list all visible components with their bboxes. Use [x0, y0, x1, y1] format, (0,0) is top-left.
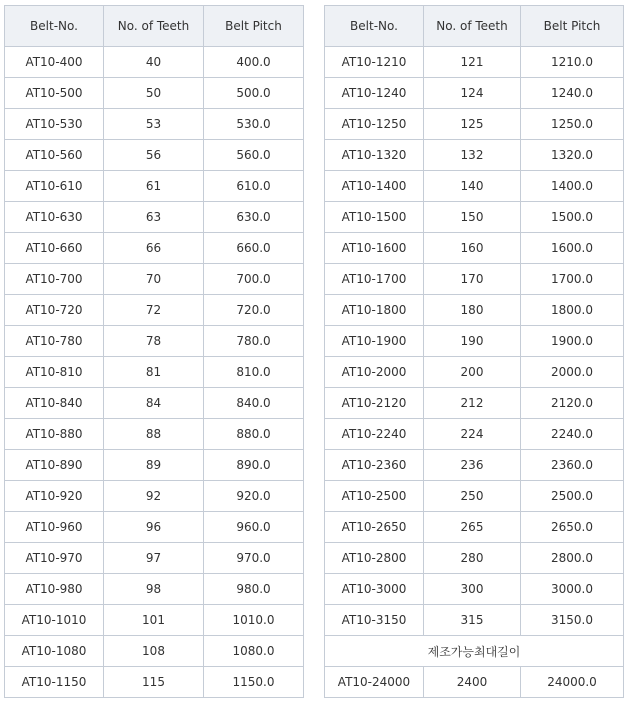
cell-belt-pitch: 1150.0 [204, 667, 304, 698]
table-row [325, 357, 624, 388]
cell-belt-no: AT10-1320 [325, 140, 424, 171]
table-row [325, 388, 624, 419]
header-no-of-teeth: No. of Teeth [104, 6, 204, 47]
cell-belt-no: AT10-2650 [325, 512, 424, 543]
cell-no-of-teeth: 140 [424, 171, 521, 202]
table-row [5, 667, 304, 698]
cell-no-of-teeth: 81 [104, 357, 204, 388]
table-row [325, 326, 624, 357]
table-row [325, 140, 624, 171]
cell-no-of-teeth: 224 [424, 419, 521, 450]
cell-no-of-teeth: 160 [424, 233, 521, 264]
cell-belt-pitch: 3000.0 [521, 574, 624, 605]
cell-no-of-teeth: 212 [424, 388, 521, 419]
table-row [325, 543, 624, 574]
cell-belt-pitch: 610.0 [204, 171, 304, 202]
cell-belt-no: AT10-840 [5, 388, 104, 419]
cell-no-of-teeth: 70 [104, 264, 204, 295]
cell-belt-no: AT10-500 [5, 78, 104, 109]
cell-belt-pitch: 1250.0 [521, 109, 624, 140]
table-row [325, 419, 624, 450]
cell-belt-pitch: 24000.0 [521, 667, 624, 698]
cell-belt-pitch: 2120.0 [521, 388, 624, 419]
table-row [325, 481, 624, 512]
cell-belt-pitch: 1240.0 [521, 78, 624, 109]
cell-no-of-teeth: 170 [424, 264, 521, 295]
cell-no-of-teeth: 97 [104, 543, 204, 574]
cell-no-of-teeth: 108 [104, 636, 204, 667]
cell-belt-pitch: 630.0 [204, 202, 304, 233]
cell-no-of-teeth: 84 [104, 388, 204, 419]
cell-belt-no: AT10-1080 [5, 636, 104, 667]
table-row [5, 109, 304, 140]
cell-belt-no: AT10-3000 [325, 574, 424, 605]
cell-no-of-teeth: 78 [104, 326, 204, 357]
cell-no-of-teeth: 315 [424, 605, 521, 636]
cell-no-of-teeth: 200 [424, 357, 521, 388]
cell-belt-pitch: 980.0 [204, 574, 304, 605]
cell-belt-no: AT10-560 [5, 140, 104, 171]
cell-no-of-teeth: 89 [104, 450, 204, 481]
cell-belt-no: AT10-530 [5, 109, 104, 140]
cell-no-of-teeth: 124 [424, 78, 521, 109]
cell-belt-no: AT10-3150 [325, 605, 424, 636]
cell-belt-no: AT10-980 [5, 574, 104, 605]
cell-belt-pitch: 2240.0 [521, 419, 624, 450]
cell-no-of-teeth: 66 [104, 233, 204, 264]
table-row [325, 667, 624, 698]
cell-no-of-teeth: 190 [424, 326, 521, 357]
cell-belt-pitch: 1010.0 [204, 605, 304, 636]
cell-belt-pitch: 890.0 [204, 450, 304, 481]
cell-belt-no: AT10-1500 [325, 202, 424, 233]
table-row [5, 326, 304, 357]
table-header-row [325, 6, 624, 47]
cell-belt-pitch: 2650.0 [521, 512, 624, 543]
table-row [5, 264, 304, 295]
max-length-note-row [325, 636, 624, 667]
cell-no-of-teeth: 115 [104, 667, 204, 698]
table-row [5, 512, 304, 543]
table-row [5, 605, 304, 636]
cell-belt-pitch: 720.0 [204, 295, 304, 326]
cell-belt-pitch: 1320.0 [521, 140, 624, 171]
cell-belt-no: AT10-2500 [325, 481, 424, 512]
cell-no-of-teeth: 98 [104, 574, 204, 605]
cell-belt-pitch: 1800.0 [521, 295, 624, 326]
table-row [325, 264, 624, 295]
cell-no-of-teeth: 121 [424, 47, 521, 78]
cell-belt-pitch: 2360.0 [521, 450, 624, 481]
cell-belt-no: AT10-970 [5, 543, 104, 574]
cell-belt-pitch: 1700.0 [521, 264, 624, 295]
cell-no-of-teeth: 265 [424, 512, 521, 543]
cell-belt-no: AT10-700 [5, 264, 104, 295]
cell-belt-pitch: 560.0 [204, 140, 304, 171]
table-row [5, 388, 304, 419]
cell-belt-pitch: 2000.0 [521, 357, 624, 388]
table-row [325, 171, 624, 202]
cell-belt-pitch: 500.0 [204, 78, 304, 109]
cell-no-of-teeth: 101 [104, 605, 204, 636]
header-belt-no: Belt-No. [5, 6, 104, 47]
cell-belt-pitch: 780.0 [204, 326, 304, 357]
cell-belt-no: AT10-1600 [325, 233, 424, 264]
table-row [325, 78, 624, 109]
table-row [5, 78, 304, 109]
cell-belt-no: AT10-24000 [325, 667, 424, 698]
table-row [325, 47, 624, 78]
cell-belt-pitch: 1900.0 [521, 326, 624, 357]
cell-belt-no: AT10-1900 [325, 326, 424, 357]
table-row [5, 357, 304, 388]
cell-belt-no: AT10-2360 [325, 450, 424, 481]
cell-belt-pitch: 530.0 [204, 109, 304, 140]
table-row [325, 512, 624, 543]
cell-belt-no: AT10-2120 [325, 388, 424, 419]
cell-belt-pitch: 2500.0 [521, 481, 624, 512]
cell-no-of-teeth: 180 [424, 295, 521, 326]
cell-no-of-teeth: 280 [424, 543, 521, 574]
table-row [325, 109, 624, 140]
cell-no-of-teeth: 56 [104, 140, 204, 171]
cell-belt-no: AT10-400 [5, 47, 104, 78]
cell-belt-no: AT10-610 [5, 171, 104, 202]
belt-table-left [4, 5, 304, 698]
cell-no-of-teeth: 92 [104, 481, 204, 512]
cell-no-of-teeth: 300 [424, 574, 521, 605]
cell-no-of-teeth: 40 [104, 47, 204, 78]
table-row [5, 481, 304, 512]
table-row [5, 574, 304, 605]
cell-belt-pitch: 2800.0 [521, 543, 624, 574]
cell-no-of-teeth: 61 [104, 171, 204, 202]
cell-belt-pitch: 1210.0 [521, 47, 624, 78]
cell-no-of-teeth: 88 [104, 419, 204, 450]
cell-belt-no: AT10-2240 [325, 419, 424, 450]
cell-no-of-teeth: 150 [424, 202, 521, 233]
table-row [325, 295, 624, 326]
cell-belt-no: AT10-1800 [325, 295, 424, 326]
table-row [5, 47, 304, 78]
cell-no-of-teeth: 53 [104, 109, 204, 140]
cell-belt-pitch: 1500.0 [521, 202, 624, 233]
cell-belt-no: AT10-2000 [325, 357, 424, 388]
cell-belt-pitch: 1400.0 [521, 171, 624, 202]
cell-no-of-teeth: 250 [424, 481, 521, 512]
cell-belt-no: AT10-1150 [5, 667, 104, 698]
header-belt-pitch: Belt Pitch [204, 6, 304, 47]
table-row [325, 202, 624, 233]
table-row [5, 140, 304, 171]
cell-belt-pitch: 920.0 [204, 481, 304, 512]
cell-belt-no: AT10-1010 [5, 605, 104, 636]
table-row [5, 171, 304, 202]
cell-no-of-teeth: 63 [104, 202, 204, 233]
table-row [5, 419, 304, 450]
table-row [325, 233, 624, 264]
header-belt-no: Belt-No. [325, 6, 424, 47]
cell-belt-pitch: 960.0 [204, 512, 304, 543]
cell-no-of-teeth: 132 [424, 140, 521, 171]
belt-table-right [324, 5, 624, 698]
header-belt-pitch: Belt Pitch [521, 6, 624, 47]
cell-belt-no: AT10-920 [5, 481, 104, 512]
cell-belt-no: AT10-1250 [325, 109, 424, 140]
cell-belt-pitch: 3150.0 [521, 605, 624, 636]
table-row [325, 450, 624, 481]
table-row [325, 605, 624, 636]
cell-belt-no: AT10-1240 [325, 78, 424, 109]
max-length-note: 제조가능최대길이 [325, 636, 624, 667]
table-row [5, 543, 304, 574]
cell-belt-pitch: 1600.0 [521, 233, 624, 264]
table-row [5, 295, 304, 326]
cell-no-of-teeth: 72 [104, 295, 204, 326]
cell-belt-pitch: 700.0 [204, 264, 304, 295]
cell-belt-no: AT10-2800 [325, 543, 424, 574]
cell-belt-pitch: 400.0 [204, 47, 304, 78]
cell-no-of-teeth: 50 [104, 78, 204, 109]
cell-belt-no: AT10-660 [5, 233, 104, 264]
cell-belt-pitch: 880.0 [204, 419, 304, 450]
cell-belt-pitch: 970.0 [204, 543, 304, 574]
table-row [5, 202, 304, 233]
cell-belt-pitch: 1080.0 [204, 636, 304, 667]
cell-belt-no: AT10-780 [5, 326, 104, 357]
header-no-of-teeth: No. of Teeth [424, 6, 521, 47]
cell-no-of-teeth: 236 [424, 450, 521, 481]
cell-belt-no: AT10-810 [5, 357, 104, 388]
cell-belt-no: AT10-1400 [325, 171, 424, 202]
cell-belt-no: AT10-960 [5, 512, 104, 543]
cell-no-of-teeth: 125 [424, 109, 521, 140]
cell-no-of-teeth: 2400 [424, 667, 521, 698]
cell-no-of-teeth: 96 [104, 512, 204, 543]
cell-belt-pitch: 810.0 [204, 357, 304, 388]
table-header-row [5, 6, 304, 47]
cell-belt-no: AT10-1700 [325, 264, 424, 295]
table-row [5, 233, 304, 264]
cell-belt-no: AT10-720 [5, 295, 104, 326]
cell-belt-no: AT10-890 [5, 450, 104, 481]
cell-belt-pitch: 660.0 [204, 233, 304, 264]
cell-belt-no: AT10-630 [5, 202, 104, 233]
cell-belt-no: AT10-1210 [325, 47, 424, 78]
table-row [5, 636, 304, 667]
table-row [325, 574, 624, 605]
cell-belt-no: AT10-880 [5, 419, 104, 450]
cell-belt-pitch: 840.0 [204, 388, 304, 419]
table-row [5, 450, 304, 481]
